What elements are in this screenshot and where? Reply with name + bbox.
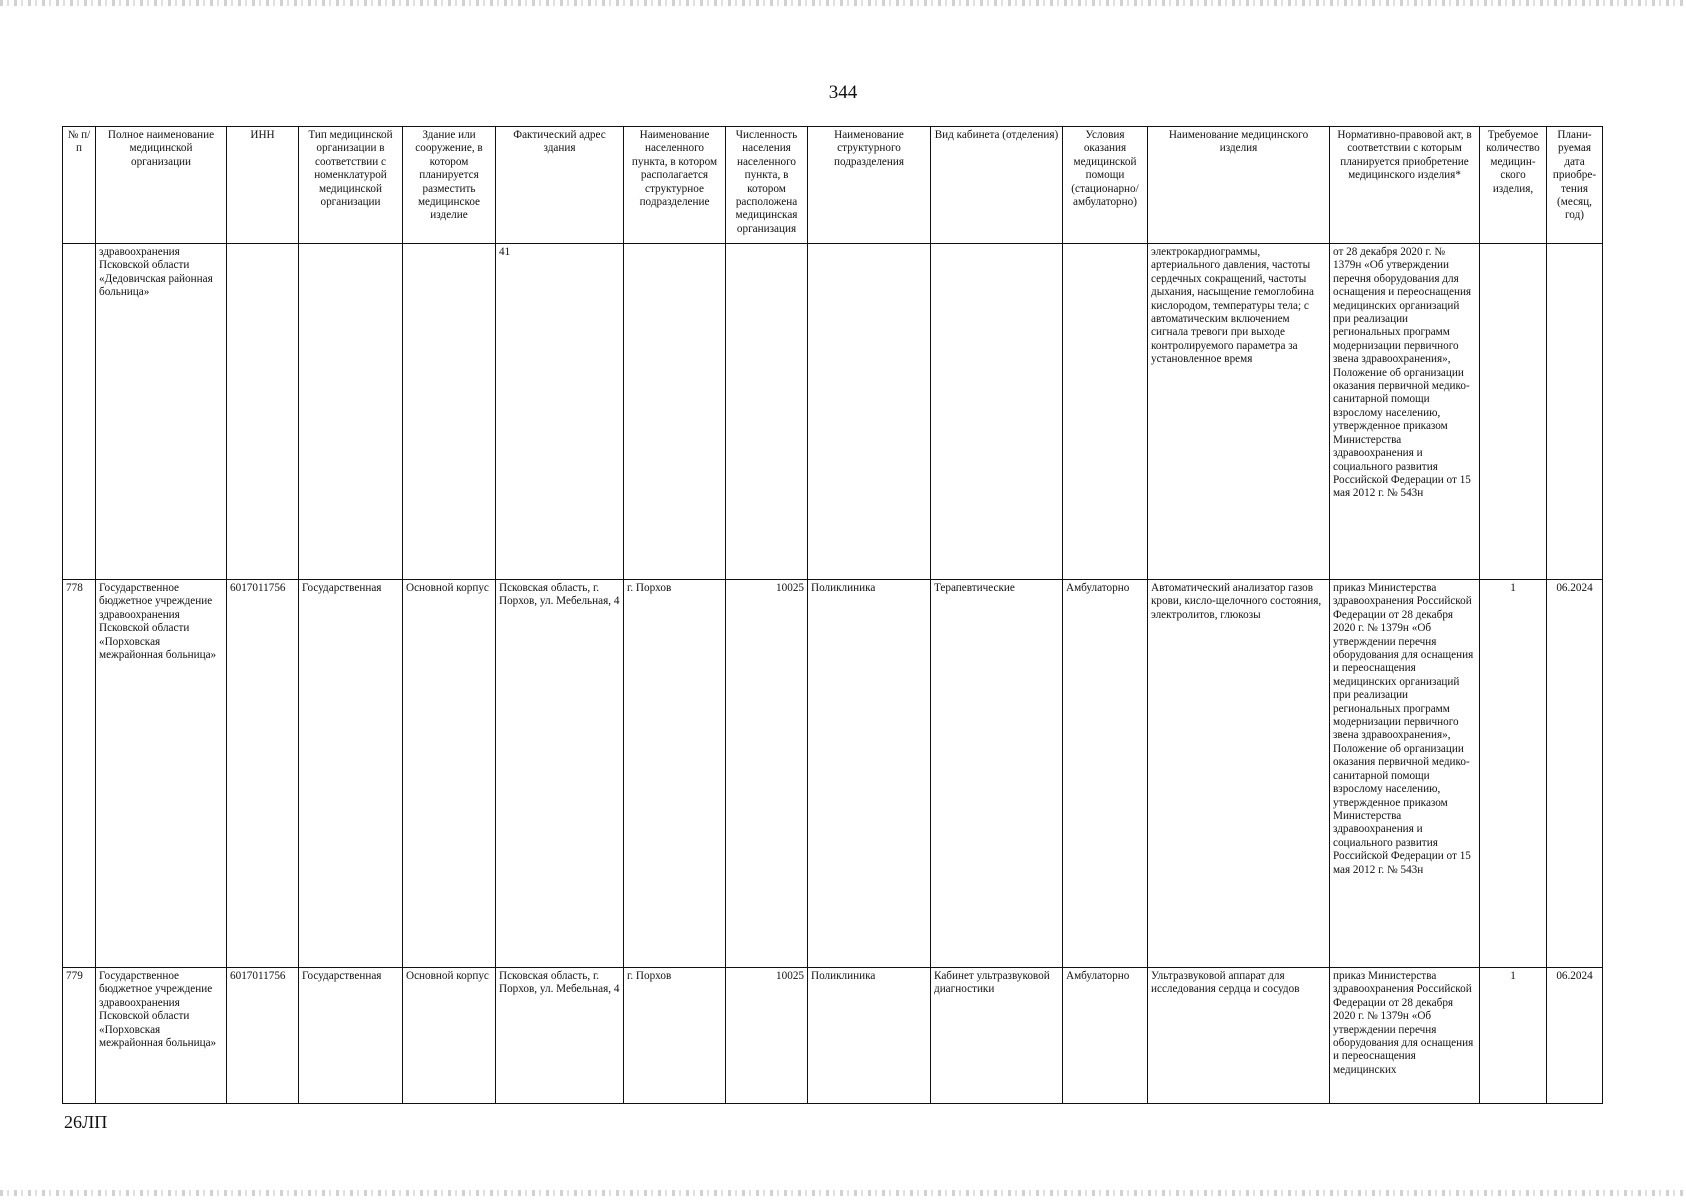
cell-population: 10025 [726,580,808,968]
cell-device: электрокардиограммы, артериального давления, частоты сердечных сокращений, частоты дыхания, насыщение гемоглобина кислородом, температуры тела; с автоматическим включением сигнала тревоги при выходе контролируемого параметра за установленное время [1148,244,1330,580]
cell-qty [1480,244,1547,580]
cell-qty: 1 [1480,968,1547,1104]
cell-num [63,244,96,580]
table-row [63,968,1603,1104]
cell-cabinet [931,244,1063,580]
cell-unit: Поликлиника [808,968,931,1104]
header-cabinet: Вид кабинета (отделения) [931,127,1063,244]
cell-cabinet: Терапевтические [931,580,1063,968]
cell-org: Государственное бюджетное учреждение здравоохранения Псковской области «Порховская межрайонная больница» [96,580,227,968]
cell-unit [808,244,931,580]
table-header-row [63,127,1603,244]
cell-inn: 6017011756 [227,968,299,1104]
cell-address: Псковская область, г. Порхов, ул. Мебельная, 4 [496,968,624,1104]
cell-date: 06.2024 [1547,968,1603,1104]
cell-building: Основной корпус [403,580,496,968]
cell-date [1547,244,1603,580]
cell-building [403,244,496,580]
cell-building: Основной корпус [403,968,496,1104]
header-num: № п/п [63,127,96,244]
cell-org: Государственное бюджетное учреждение здравоохранения Псковской области «Порховская межрайонная больница» [96,968,227,1104]
header-act: Нормативно-правовой акт, в соответствии с которым планируется приобретение медицинского изделия* [1330,127,1480,244]
cell-settlement [624,244,726,580]
cell-address: 41 [496,244,624,580]
cell-inn: 6017011756 [227,580,299,968]
cell-device: Автоматический анализатор газов крови, кисло-щелочного состояния, электролитов, глюкозы [1148,580,1330,968]
cell-population [726,244,808,580]
cell-num: 779 [63,968,96,1104]
header-qty: Требуемое количество медицин-ского изделия, [1480,127,1547,244]
cell-date: 06.2024 [1547,580,1603,968]
cell-type [299,244,403,580]
cell-type: Государственная [299,968,403,1104]
header-address: Фактический адрес здания [496,127,624,244]
cell-conditions: Амбулаторно [1063,580,1148,968]
header-inn: ИНН [227,127,299,244]
cell-conditions [1063,244,1148,580]
footer-seal-mark: 26ЛП [64,1112,108,1132]
cell-act: приказ Министерства здравоохранения Российской Федерации от 28 декабря 2020 г. № 1379н «Об утверждении перечня оборудования для оснащения и переоснащения медицинских [1330,968,1480,1104]
header-conditions: Условия оказания медицинской помощи (стационарно/ амбулаторно) [1063,127,1148,244]
header-building: Здание или сооружение, в котором планируется разместить медицинское изделие [403,127,496,244]
cell-cabinet: Кабинет ультразвуковой диагностики [931,968,1063,1104]
cell-settlement: г. Порхов [624,968,726,1104]
cell-num: 778 [63,580,96,968]
header-date: Плани-руемая дата приобре-тения (месяц, год) [1547,127,1603,244]
cell-unit: Поликлиника [808,580,931,968]
cell-population: 10025 [726,968,808,1104]
cell-act: приказ Министерства здравоохранения Российской Федерации от 28 декабря 2020 г. № 1379н «Об утверждении перечня оборудования для оснащения и переоснащения медицинских организаций при реализации региональных программ модернизации первичного звена здравоохранения», Положение об организации оказания первичной медико-санитарной помощи взрослому населению, утвержденное приказом Министерства здравоохранения и социального развития Российской Федерации от 15 мая 2012 г. № 543н [1330,580,1480,968]
table-row [63,244,1603,580]
cell-type: Государственная [299,580,403,968]
page-number: 344 [828,82,858,103]
header-settlement: Наименование населенного пункта, в котором располагается структурное подразделение [624,127,726,244]
cell-act: от 28 декабря 2020 г. № 1379н «Об утверждении перечня оборудования для оснащения и переоснащения медицинских организаций при реализации региональных программ модернизации первичного звена здравоохранения», Положение об организации оказания первичной медико-санитарной помощи взрослому населению, утвержденное приказом Министерства здравоохранения и социального развития Российской Федерации от 15 мая 2012 г. № 543н [1330,244,1480,580]
header-org: Полное наименование медицинской организации [96,127,227,244]
header-device: Наименование медицинского изделия [1148,127,1330,244]
cell-org: здравоохранения Псковской области «Дедовичская районная больница» [96,244,227,580]
cell-inn [227,244,299,580]
scan-edge-bottom [0,1190,1686,1196]
equipment-table [62,126,1603,1104]
header-population: Численность населения населенного пункта, в котором расположена медицинская организация [726,127,808,244]
cell-qty: 1 [1480,580,1547,968]
header-type: Тип медицинской организации в соответствии с номенклатурой медицинской организации [299,127,403,244]
scan-edge-top [0,0,1686,6]
cell-conditions: Амбулаторно [1063,968,1148,1104]
cell-settlement: г. Порхов [624,580,726,968]
table-row [63,580,1603,968]
cell-device: Ультразвуковой аппарат для исследования сердца и сосудов [1148,968,1330,1104]
cell-address: Псковская область, г. Порхов, ул. Мебельная, 4 [496,580,624,968]
header-unit: Наименование структурного подразделения [808,127,931,244]
